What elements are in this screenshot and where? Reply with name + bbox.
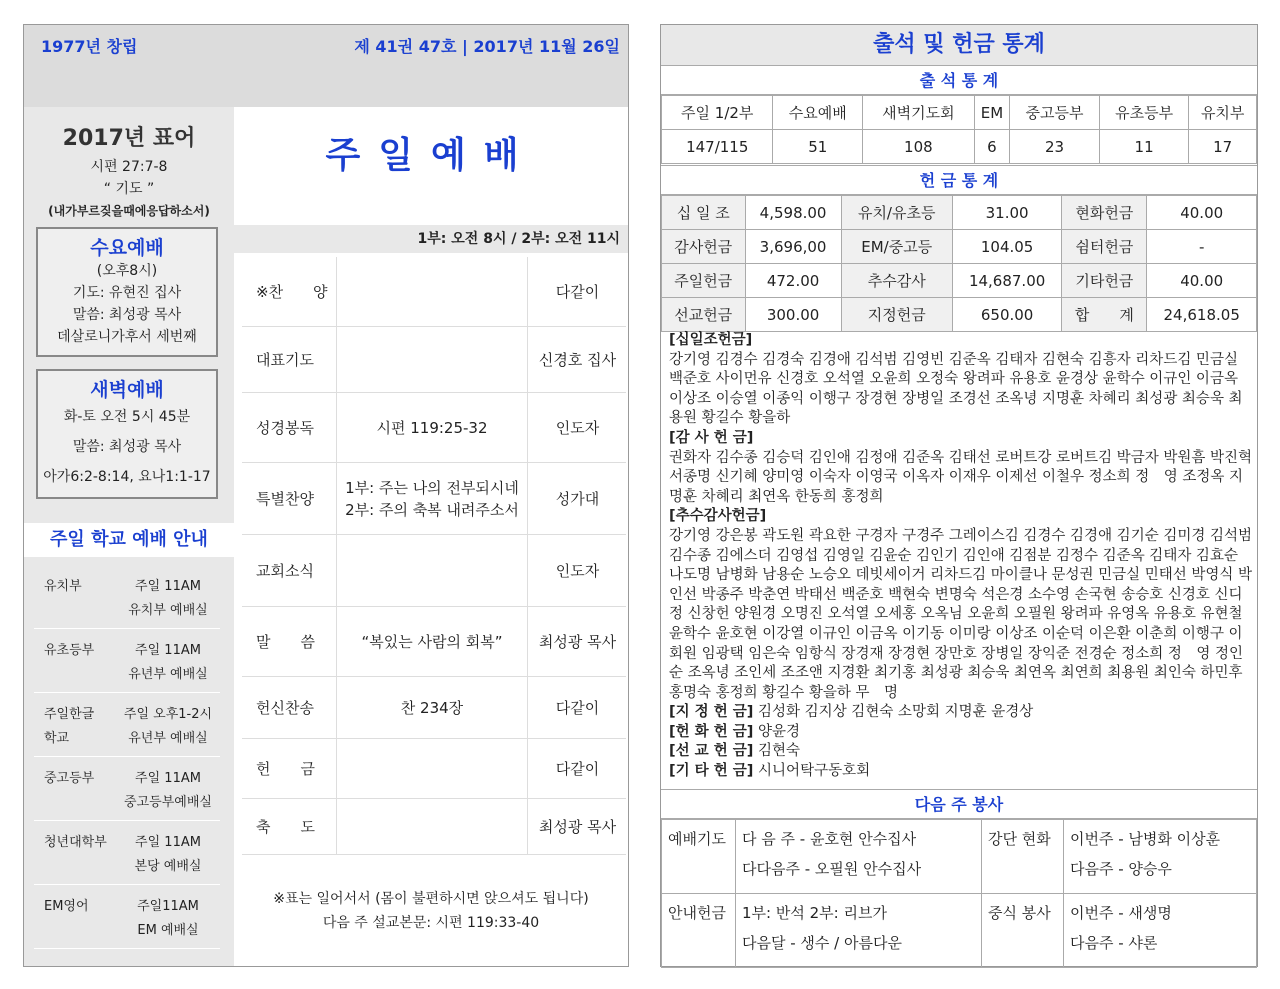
next-sermon-text: 다음 주 설교본문: 시편 119:33-40 <box>322 915 540 931</box>
order-item: 특별찬양 <box>242 463 337 534</box>
attendance-value: 147/115 <box>662 130 773 164</box>
meal-label: 중식 봉사 <box>982 894 1064 968</box>
order-row <box>242 607 626 677</box>
other-names: 시니어탁구동호회 <box>758 763 871 780</box>
order-content <box>337 327 527 392</box>
offering-label: 십 일 조 <box>662 196 746 230</box>
stats-title: 출석 및 헌금 통계 <box>661 25 1257 65</box>
order-content <box>337 535 527 606</box>
order-item: 대표기도 <box>242 327 337 392</box>
offering-amount: 40.00 <box>1147 264 1257 298</box>
harvest-names: 강기영 강은봉 곽도원 곽요한 구경자 구경주 그레이스김 김경수 김경애 김기순 김미경 김석범 김수종 김에스더 김영섭 김영일 김윤순 김인기 김인애 김점분 김정수 김준옥 김태자 김효순 나도명 남병화 남용순 노승오 데빗세이거 리차드김 마이클나 문성권 민금실 민태선 박영식 박인선 박종주 박춘연 박태선 백준호 백현숙 변명숙 석은경 소수영 손국현 송승호 신경호 신디정 신창헌 양원경 오명진 오석열 오세홍 오옥님 오윤희 오필원 왕려파 유영옥 유용호 유현철 윤학수 윤호현 이강열 이규인 이금옥 이기동 이미랑 이상조 이순덕 이은환 이춘희 이행구 이회원 임광택 임은숙 임항식 장경재 장경현 장만호 장병일 장익준 전경순 정소희 정 영 정인순 조옥녕 조인세 조조앤 지경환 최기홍 최성광 최승욱 최연옥 최연희 최용원 최인숙 하민후 홍명숙 홍정희 황길수 황을하 무 명 <box>669 527 1252 701</box>
altar-label: 강단 현화 <box>982 820 1064 894</box>
wednesday-line: (오후8시) <box>96 263 158 279</box>
usher-cell <box>736 894 982 968</box>
meal-next: 다음주 - 샤론 <box>1070 934 1158 952</box>
ss-time-place <box>112 639 224 687</box>
prayer-label: 예배기도 <box>662 820 736 894</box>
dawn-title: 새벽예배 <box>90 379 164 401</box>
service-footnote <box>234 887 628 935</box>
order-content: “복있는 사람의 회복” <box>361 632 503 651</box>
sunday-school-row <box>34 887 220 949</box>
ss-place: 본당 예배실 <box>134 859 202 874</box>
sunday-school-row <box>34 631 220 693</box>
founded-year: 1977년 창립 <box>41 37 138 56</box>
offering-table <box>661 195 1257 332</box>
offering-amount: 14,687.00 <box>952 264 1062 298</box>
wednesday-line: 말씀: 최성광 목사 <box>72 307 182 323</box>
attendance-header: 중고등부 <box>1010 96 1100 130</box>
offering-label: 쉼터헌금 <box>1062 230 1147 264</box>
mission-names: 김현숙 <box>758 743 801 760</box>
offering-row <box>662 230 1257 264</box>
ss-time-place <box>112 831 224 879</box>
designated-label: [지 정 헌 금] <box>669 704 754 721</box>
wednesday-service-box <box>36 227 218 357</box>
standing-note: ※표는 일어서서 (몸이 불편하시면 앉으셔도 됩니다) <box>273 891 589 907</box>
wednesday-line: 데살로니가후서 세번째 <box>57 329 197 345</box>
dawn-line: 말씀: 최성광 목사 <box>72 439 182 455</box>
mission-label: [선 교 헌 금] <box>669 743 754 760</box>
thanks-label: [감 사 헌 금] <box>669 429 754 446</box>
service-order-section <box>234 107 628 966</box>
attendance-value: 23 <box>1010 130 1100 164</box>
order-row <box>242 327 626 393</box>
usher-next: 다음달 - 생수 / 아름다운 <box>742 934 902 952</box>
meal-cell <box>1064 894 1257 968</box>
order-row <box>242 799 626 855</box>
ss-dept: 중고등부 <box>44 771 95 786</box>
offering-label: 감사헌금 <box>662 230 746 264</box>
ss-time: 주일 11AM <box>135 771 201 786</box>
order-item: 헌신찬송 <box>242 677 337 738</box>
ss-time-place <box>112 767 224 815</box>
usher-this: 1부: 반석 2부: 리브가 <box>742 904 887 922</box>
offering-amount: 31.00 <box>952 196 1062 230</box>
order-item: 성경봉독 <box>242 393 337 462</box>
sunday-school-row <box>34 695 220 757</box>
ss-time: 주일 오후1-2시 <box>123 707 213 722</box>
order-leader: 인도자 <box>527 393 627 462</box>
offering-amount: 24,618.05 <box>1147 298 1257 332</box>
ss-time: 주일11AM <box>137 899 199 914</box>
order-row <box>242 463 626 535</box>
flower-label: [헌 화 헌 금] <box>669 723 754 740</box>
order-leader: 성가대 <box>527 463 627 534</box>
service-title: 주일예배 <box>325 135 537 176</box>
next-service-table <box>661 819 1257 968</box>
usher-label: 안내헌금 <box>662 894 736 968</box>
order-item: ※찬 양 <box>242 257 337 326</box>
designated-names: 김성화 김지상 김현숙 소망회 지명훈 윤경상 <box>758 704 1034 721</box>
offering-label: 유치/유초등 <box>841 196 952 230</box>
attendance-header: 유치부 <box>1189 96 1257 130</box>
order-row <box>242 535 626 607</box>
offering-amount: 40.00 <box>1147 196 1257 230</box>
ss-place: 중고등부예배실 <box>124 795 212 810</box>
ss-place: 유년부 예배실 <box>128 731 208 746</box>
offering-amount: 4,598.00 <box>745 196 841 230</box>
motto-verse: 시편 27:7-8 <box>90 159 168 175</box>
ss-place: 유년부 예배실 <box>128 667 208 682</box>
offering-amount: 3,696,00 <box>745 230 841 264</box>
sunday-school-title: 주일 학교 예배 안내 <box>24 523 234 557</box>
order-item: 말 씀 <box>242 607 337 676</box>
dawn-service-box <box>36 369 218 499</box>
ss-dept: EM영어 <box>44 899 89 914</box>
offering-row <box>662 298 1257 332</box>
bulletin-left-page <box>23 24 629 967</box>
order-content <box>337 799 527 854</box>
ss-dept: 유치부 <box>44 579 82 594</box>
offering-label: 기타헌금 <box>1062 264 1147 298</box>
attendance-table <box>661 95 1257 164</box>
prayer-after: 다다음주 - 오필원 안수집사 <box>742 860 922 878</box>
order-leader: 다같이 <box>527 257 627 326</box>
altar-next: 다음주 - 양승우 <box>1070 860 1172 878</box>
attendance-value: 108 <box>863 130 975 164</box>
offering-names <box>669 331 1253 782</box>
ss-time: 주일 11AM <box>135 643 201 658</box>
sunday-school-row <box>34 823 220 885</box>
offering-label: 합 계 <box>1062 298 1147 332</box>
offering-label: 현화헌금 <box>1062 196 1147 230</box>
ss-dept: 유초등부 <box>44 643 95 658</box>
order-row <box>242 257 626 327</box>
flower-names: 양윤경 <box>758 723 801 740</box>
order-item: 교회소식 <box>242 535 337 606</box>
order-row <box>242 677 626 739</box>
motto-theme: “ 기도 ” <box>103 181 155 197</box>
prayer-cell <box>736 820 982 894</box>
order-leader: 최성광 목사 <box>527 607 627 676</box>
ss-time: 주일 11AM <box>135 579 201 594</box>
offering-amount: 650.00 <box>952 298 1062 332</box>
attendance-header: 새벽기도회 <box>863 96 975 130</box>
order-row <box>242 393 626 463</box>
offering-label: 지정헌금 <box>841 298 952 332</box>
offering-label: EM/중고등 <box>841 230 952 264</box>
sunday-school-row <box>34 759 220 821</box>
attendance-header: 유초등부 <box>1099 96 1189 130</box>
offering-amount: 472.00 <box>745 264 841 298</box>
offering-title: 헌 금 통 계 <box>661 165 1257 195</box>
attendance-header: 주일 1/2부 <box>662 96 773 130</box>
ss-dept: 주일한글 학교 <box>44 707 95 746</box>
attendance-title: 출 석 통 계 <box>661 65 1257 95</box>
issue-date: 제 41권 47호 | 2017년 11월 26일 <box>354 37 620 56</box>
order-leader: 신경호 집사 <box>527 327 627 392</box>
offering-row <box>662 264 1257 298</box>
order-leader: 인도자 <box>527 535 627 606</box>
sidebar <box>24 107 234 966</box>
attendance-header: EM <box>974 96 1010 130</box>
dawn-line: 아가6:2-8:14, 요나1:1-17 <box>43 469 211 485</box>
order-content <box>337 257 527 326</box>
other-label: [기 타 헌 금] <box>669 763 754 780</box>
service-order-table <box>242 257 626 855</box>
motto-sub: (내가부르짖을때에응답하소서) <box>48 204 210 218</box>
offering-amount: 300.00 <box>745 298 841 332</box>
ss-time-place <box>112 575 224 623</box>
dawn-line: 화-토 오전 5시 45분 <box>63 409 191 425</box>
altar-this: 이번주 - 남병화 이상훈 <box>1070 830 1221 848</box>
attendance-header: 수요예배 <box>773 96 863 130</box>
ss-place: EM 예배실 <box>137 923 199 938</box>
prayer-next: 다 음 주 - 윤호현 안수집사 <box>742 830 917 848</box>
attendance-value: 11 <box>1099 130 1189 164</box>
tithe-label: [십일조헌금] <box>669 332 753 348</box>
order-content: 1부: 주는 나의 전부되시네 2부: 주의 축복 내려주소서 <box>345 478 519 519</box>
offering-row <box>662 196 1257 230</box>
offering-label: 선교헌금 <box>662 298 746 332</box>
ss-place: 유치부 예배실 <box>128 603 208 618</box>
wednesday-line: 기도: 유현진 집사 <box>72 285 182 301</box>
motto-title: 2017년 표어 <box>62 126 196 151</box>
ss-time: 주일 11AM <box>135 835 201 850</box>
year-motto <box>24 107 234 219</box>
wednesday-title: 수요예배 <box>90 237 164 259</box>
tithe-names: 강기영 김경수 김경숙 김경애 김석범 김영빈 김준옥 김태자 김현숙 김흥자 리차드김 민금실 백준호 사이먼유 신경호 오석열 오윤희 오정숙 왕려파 유용호 윤경상 윤학수 이규인 이금옥 이상조 이승열 이종익 이행구 장경현 장병일 조경선 조옥녕 지명훈 차혜리 최성광 최승욱 최용원 황길수 황을하 <box>669 351 1243 427</box>
ss-time-place <box>112 703 224 751</box>
next-service-title: 다음 주 봉사 <box>661 789 1257 819</box>
altar-cell <box>1064 820 1257 894</box>
harvest-label: [추수감사헌금] <box>669 508 767 525</box>
meal-this: 이번주 - 새생명 <box>1070 904 1172 922</box>
service-times: 1부: 오전 8시 / 2부: 오전 11시 <box>234 225 628 253</box>
ss-time-place <box>112 895 224 943</box>
order-item: 축 도 <box>242 799 337 854</box>
order-content: 찬 234장 <box>400 698 464 717</box>
ss-dept: 청년대학부 <box>44 835 107 850</box>
attendance-value: 6 <box>974 130 1010 164</box>
offering-label: 추수감사 <box>841 264 952 298</box>
offering-label: 주일헌금 <box>662 264 746 298</box>
attendance-value: 17 <box>1189 130 1257 164</box>
offering-amount: - <box>1147 230 1257 264</box>
bulletin-header <box>24 25 628 107</box>
order-content <box>337 739 527 798</box>
order-leader: 최성광 목사 <box>527 799 627 854</box>
sunday-school-row <box>34 567 220 629</box>
offering-amount: 104.05 <box>952 230 1062 264</box>
order-item: 헌 금 <box>242 739 337 798</box>
order-row <box>242 739 626 799</box>
order-leader: 다같이 <box>527 677 627 738</box>
bulletin-right-page <box>660 24 1258 967</box>
order-leader: 다같이 <box>527 739 627 798</box>
thanks-names: 권화자 김수종 김승덕 김인애 김정애 김준옥 김태선 로버트강 로버트김 박금자 박원흠 박진혁 서종명 신기혜 양미영 이숙자 이영국 이옥자 이재우 이제선 이철우 정소희 정 영 조정옥 지명훈 차혜리 최연옥 한동희 홍정희 <box>669 449 1252 505</box>
attendance-value: 51 <box>773 130 863 164</box>
order-content: 시편 119:25-32 <box>376 418 488 437</box>
